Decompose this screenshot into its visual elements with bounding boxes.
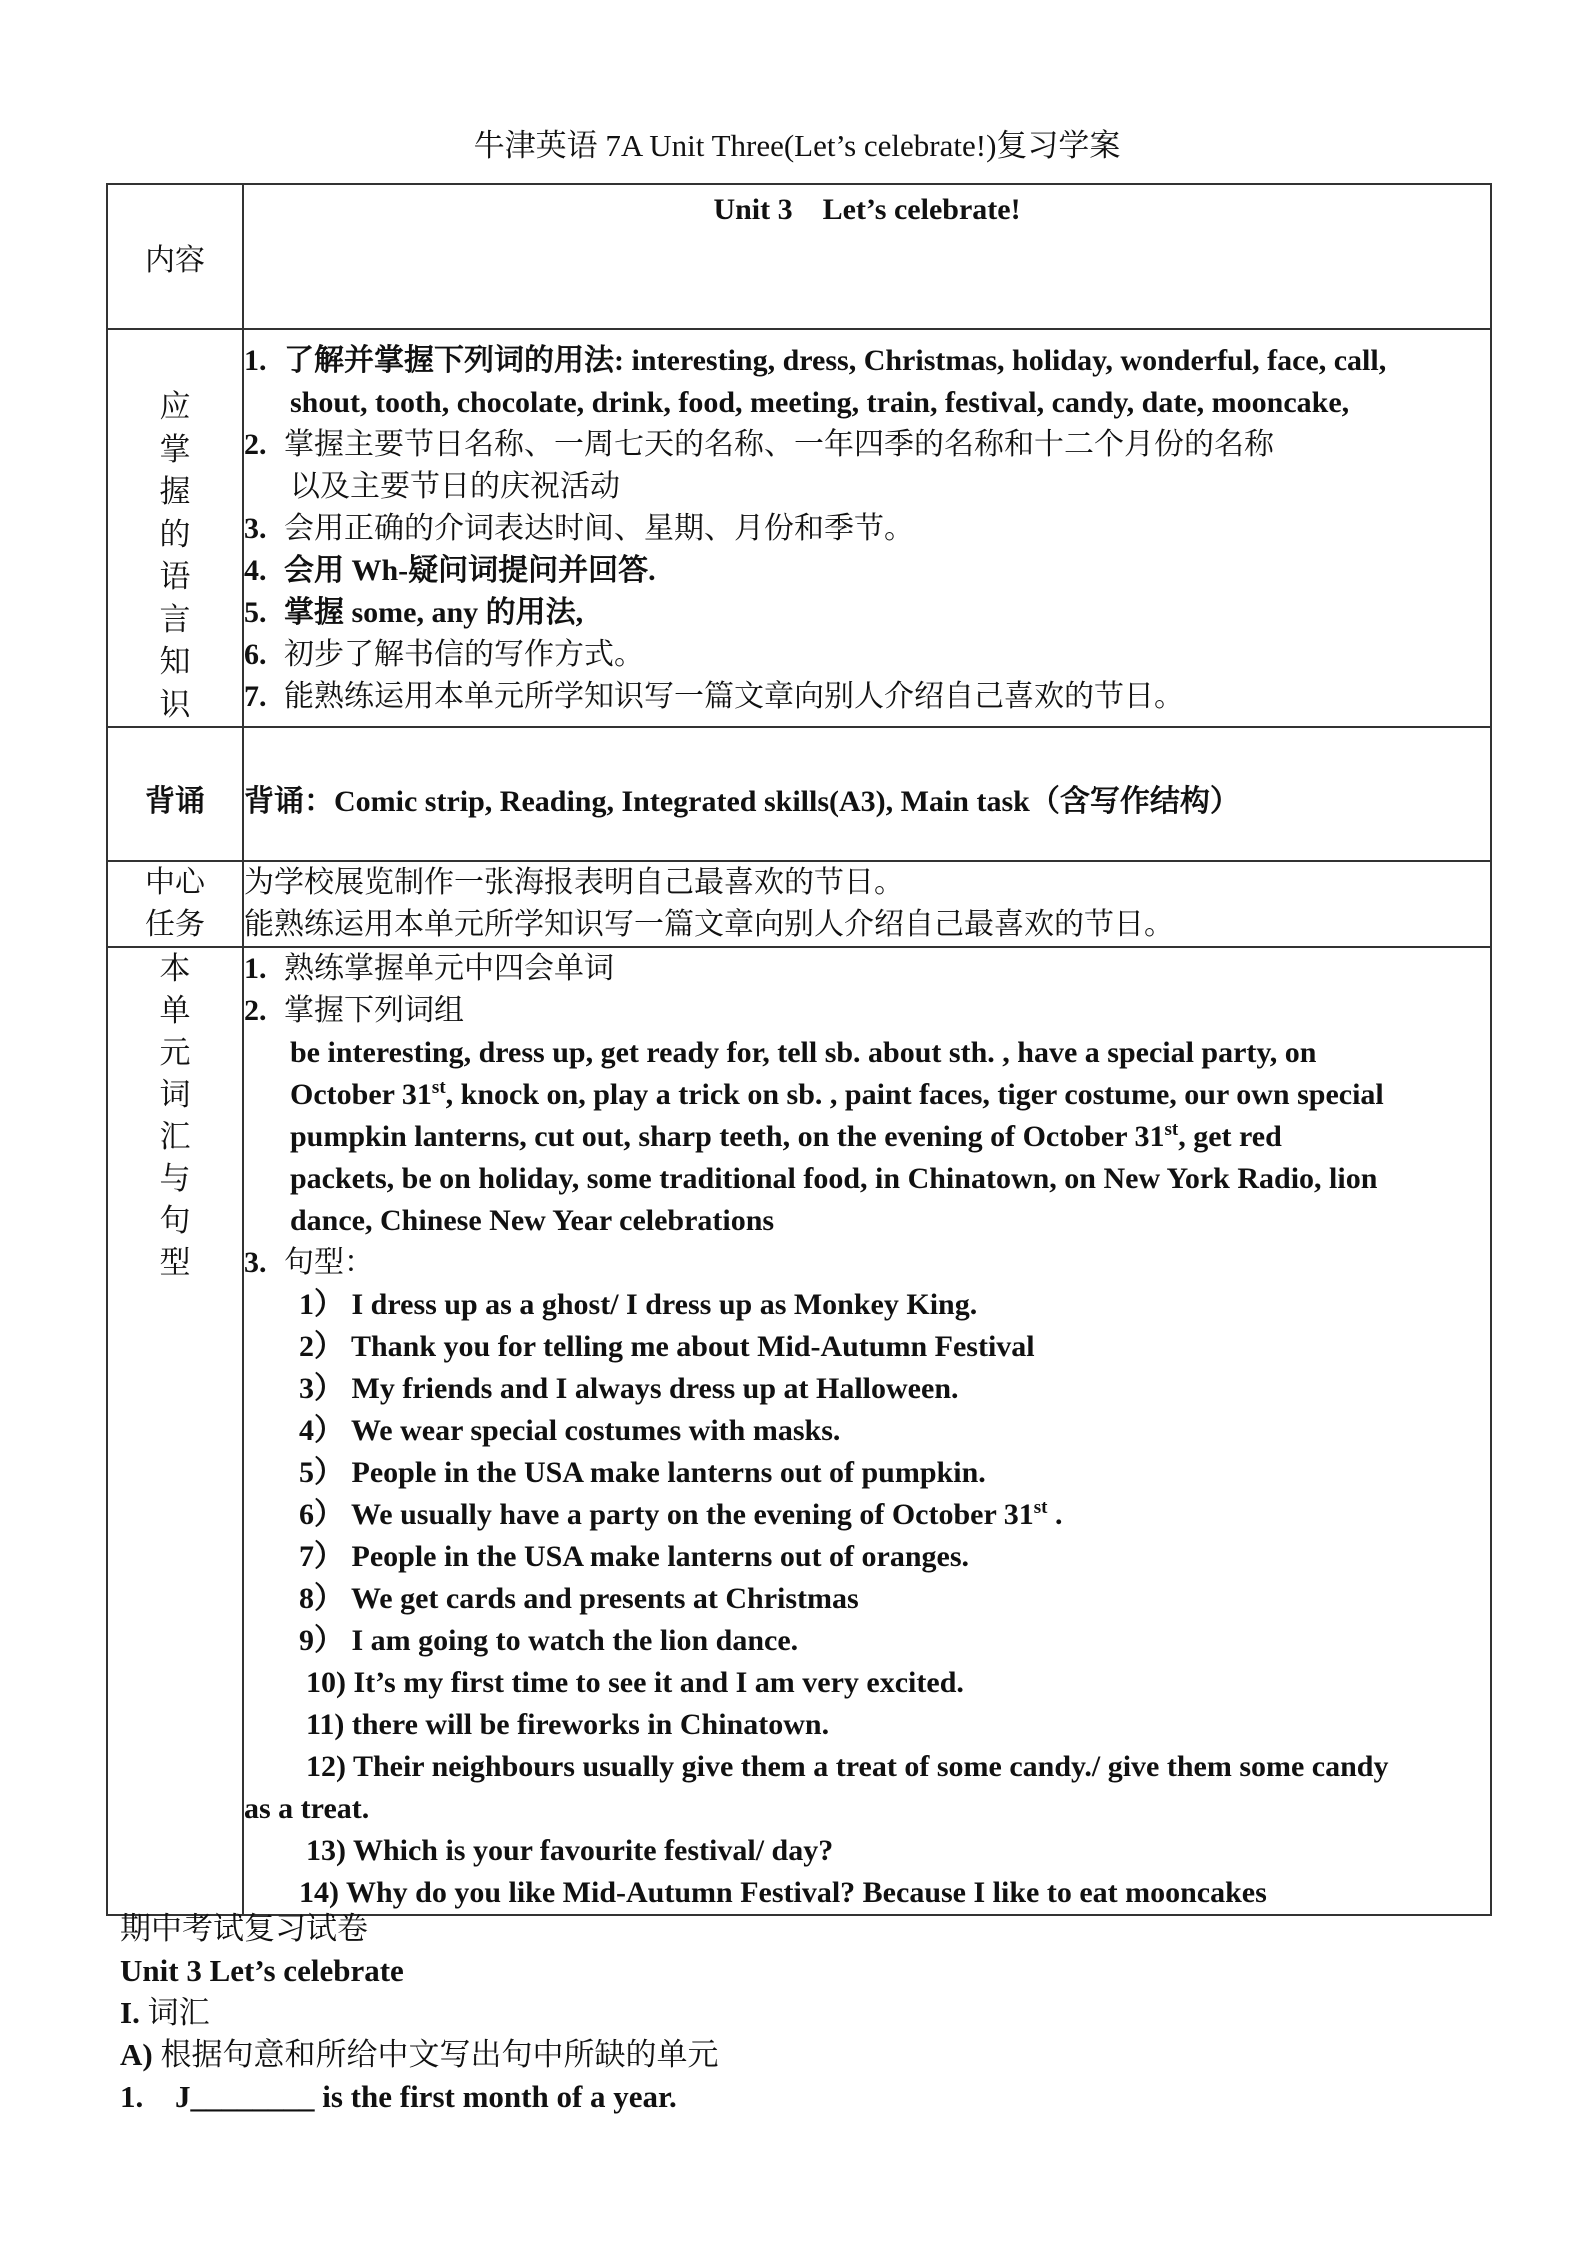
knowledge-item-cont: shout, tooth, chocolate, drink, food, meeting, train, festival, candy, date, mooncake,	[290, 386, 1350, 419]
recite-text: 背诵：Comic strip, Reading, Integrated skills(A3), Main task（含写作结构）	[244, 785, 1240, 818]
label-char: 知	[159, 644, 191, 679]
sentence-pattern: 2） Thank you for telling me about Mid-Autumn Festival	[299, 1330, 1035, 1363]
label-char: 掌	[159, 431, 191, 467]
label-char: 句	[159, 1203, 191, 1238]
vocab-label-cell	[107, 947, 243, 1915]
label-char: 言	[159, 601, 191, 637]
label-char: 握	[159, 474, 191, 509]
task-cell	[243, 861, 1491, 947]
review-table	[106, 183, 1492, 1916]
task-label-2: 任务	[145, 908, 205, 941]
label-char: 型	[159, 1245, 191, 1280]
document-title: 牛津英语 7A Unit Three(Let’s celebrate!)复习学案	[473, 128, 1121, 163]
sentence-pattern: 12) Their neighbours usually give them a treat of some candy./ give them some candy	[306, 1750, 1389, 1783]
knowledge-item-cont: 以及主要节日的庆祝活动	[290, 470, 620, 503]
sentence-pattern: 10) It’s my first time to see it and I am very excited.	[306, 1666, 964, 1699]
knowledge-item: 6. 初步了解书信的写作方式。	[244, 638, 644, 671]
knowledge-item: 3. 会用正确的介词表达时间、星期、月份和季节。	[244, 512, 914, 545]
knowledge-row	[107, 329, 1491, 727]
phrase-line: packets, be on holiday, some traditional food, in Chinatown, on New York Radio, lion	[290, 1162, 1378, 1195]
knowledge-item: 2. 掌握主要节日名称、一周七天的名称、一年四季的名称和十二个月份的名称	[244, 428, 1274, 461]
task-label-1: 中心	[145, 866, 205, 899]
vocab-label	[108, 948, 242, 1284]
content-cell	[243, 184, 1491, 329]
knowledge-item: 7. 能熟练运用本单元所学知识写一篇文章向别人介绍自己喜欢的节日。	[244, 680, 1184, 713]
label-char: 词	[159, 1077, 191, 1112]
knowledge-item: 4. 会用 Wh-疑问词提问并回答.	[244, 554, 656, 587]
exam-unit-heading: Unit 3 Let’s celebrate	[120, 1953, 404, 1988]
vocab-item: 1. 熟练掌握单元中四会单词	[244, 952, 614, 985]
phrase-line: be interesting, dress up, get ready for, tell sb. about sth. , have a special party, on	[290, 1036, 1317, 1069]
sentence-pattern: 4） We wear special costumes with masks.	[299, 1414, 841, 1447]
sentence-pattern: 5） People in the USA make lanterns out of pumpkin.	[299, 1456, 986, 1489]
content-label-cell	[107, 184, 243, 329]
recite-cell	[243, 727, 1491, 861]
sentence-pattern: 8） We get cards and presents at Christmas	[299, 1582, 859, 1615]
sentence-pattern: 3） My friends and I always dress up at Halloween.	[299, 1372, 959, 1405]
sentence-pattern: 14) Why do you like Mid-Autumn Festival? Because I like to eat mooncakes	[299, 1876, 1267, 1909]
subsection-heading: A) 根据句意和所给中文写出句中所缺的单元	[120, 2037, 719, 2072]
label-char: 汇	[159, 1119, 191, 1154]
recite-label: 背诵	[145, 785, 205, 818]
sentence-pattern: 1） I dress up as a ghost/ I dress up as Monkey King.	[299, 1288, 978, 1321]
vocab-item: 2. 掌握下列词组	[244, 994, 464, 1027]
sentence-pattern: 11) there will be fireworks in Chinatown.	[306, 1708, 830, 1741]
phrase-line: pumpkin lanterns, cut out, sharp teeth, on the evening of October 31st, get red	[290, 1119, 1282, 1153]
content-row	[107, 184, 1491, 329]
task-line: 为学校展览制作一张海报表明自己最喜欢的节日。	[244, 866, 904, 899]
label-char: 元	[159, 1035, 191, 1070]
vocab-cell	[243, 947, 1491, 1915]
knowledge-label-cell	[107, 329, 243, 727]
content-label: 内容	[145, 244, 205, 277]
label-char: 单	[159, 993, 191, 1028]
label-char: 语	[159, 559, 191, 594]
label-char: 与	[159, 1161, 191, 1196]
label-char: 的	[159, 516, 191, 552]
phrase-line: October 31st, knock on, play a trick on sb. , paint faces, tiger costume, our own special	[290, 1077, 1384, 1111]
sentence-pattern: 7） People in the USA make lanterns out of oranges.	[299, 1540, 969, 1573]
task-label-cell	[107, 861, 243, 947]
knowledge-label	[108, 330, 242, 726]
section-heading: I. 词汇	[120, 1995, 210, 2030]
recite-label-cell	[107, 727, 243, 861]
vocab-row	[107, 947, 1491, 1915]
knowledge-cell	[243, 329, 1491, 727]
task-line: 能熟练运用本单元所学知识写一篇文章向别人介绍自己最喜欢的节日。	[244, 908, 1174, 941]
question-item: 1. J________ is the first month of a year.	[120, 2079, 677, 2114]
sentence-pattern: 9） I am going to watch the lion dance.	[299, 1624, 799, 1657]
recite-row	[107, 727, 1491, 861]
exam-title: 期中考试复习试卷	[120, 1911, 368, 1946]
label-char: 本	[159, 951, 191, 986]
sentence-pattern-cont: as a treat.	[244, 1792, 370, 1825]
knowledge-item: 5. 掌握 some, any 的用法,	[244, 596, 584, 629]
exam-section	[120, 1908, 718, 2118]
task-row	[107, 861, 1491, 947]
unit-heading: Unit 3 Let’s celebrate!	[713, 193, 1021, 226]
label-char: 应	[159, 389, 191, 424]
vocab-item: 3. 句型：	[244, 1246, 374, 1279]
phrase-line: dance, Chinese New Year celebrations	[290, 1204, 775, 1237]
label-char: 识	[159, 686, 191, 722]
sentence-pattern: 13) Which is your favourite festival/ day?	[306, 1834, 834, 1867]
knowledge-item: 1. 了解并掌握下列词的用法: interesting, dress, Christmas, holiday, wonderful, face, call,	[244, 344, 1387, 377]
sentence-pattern: 6） We usually have a party on the evening of October 31st .	[299, 1497, 1063, 1531]
